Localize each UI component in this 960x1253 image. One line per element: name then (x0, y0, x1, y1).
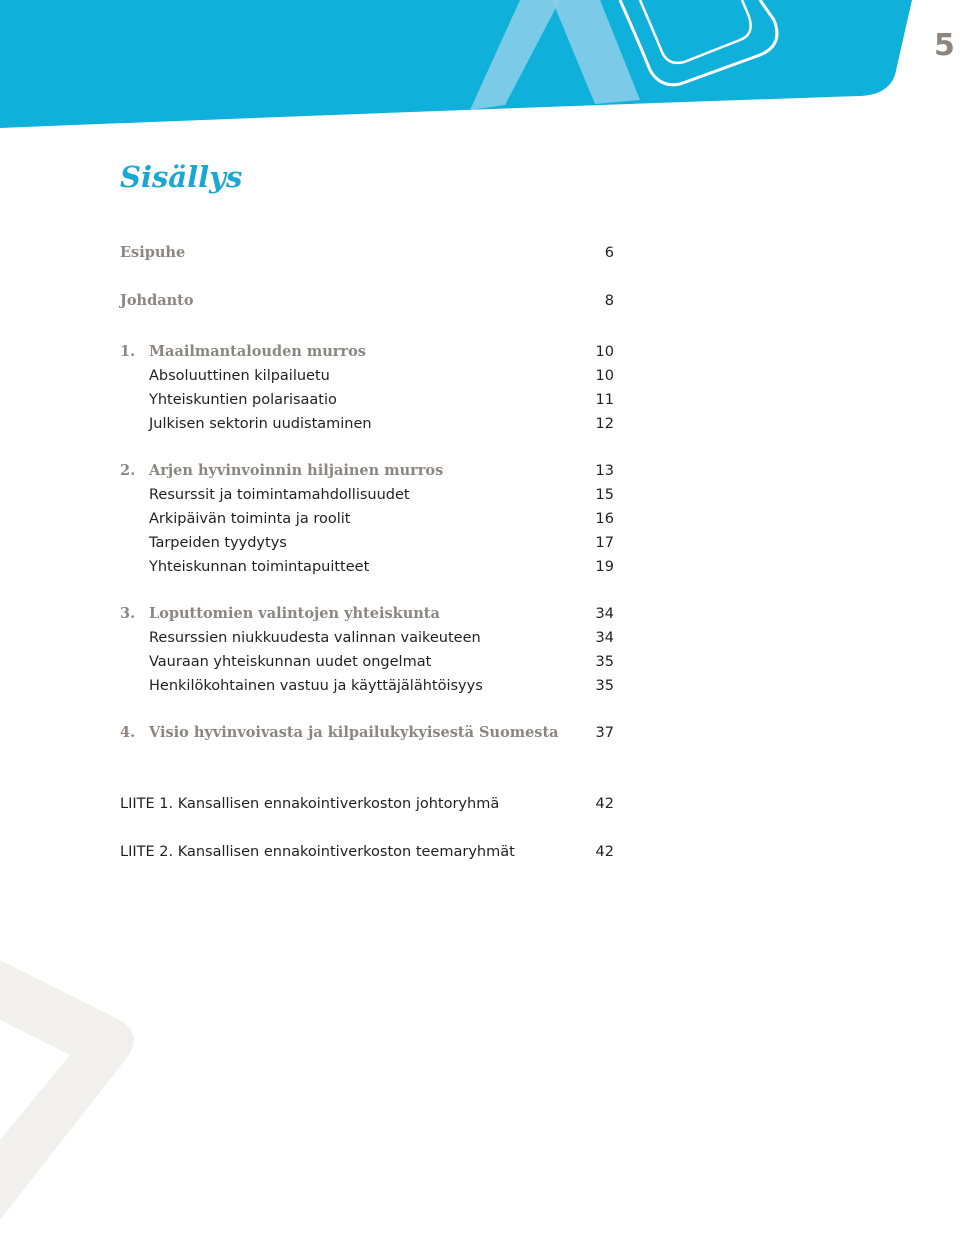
toc-entry-page: 35 (595, 678, 614, 694)
toc-entry-label: Johdanto (120, 292, 194, 309)
page-number: 5 (934, 28, 955, 63)
toc-entry-page: 35 (595, 654, 614, 670)
subentry-label: Yhteiskunnan toimintapuitteet (149, 559, 370, 575)
chapter-title: Maailmantalouden murros (149, 343, 366, 360)
toc-entry-page: 16 (595, 511, 614, 527)
toc-subentry[interactable] (120, 675, 614, 697)
toc-entry-introduction[interactable] (120, 290, 614, 312)
toc-subentry[interactable] (120, 484, 614, 506)
toc-entry-label: Esipuhe (120, 244, 186, 261)
subentry-label: Resurssien niukkuudesta valinnan vaikeuteen (149, 630, 481, 646)
toc-subentry[interactable] (120, 365, 614, 387)
subentry-label: Yhteiskuntien polarisaatio (149, 392, 337, 408)
toc-appendix-2[interactable] (120, 841, 614, 863)
toc-chapter-3[interactable] (120, 603, 614, 625)
toc-entry-page: 6 (604, 245, 614, 261)
appendix-label: LIITE 2. Kansallisen ennakointiverkoston teemaryhmät (120, 844, 515, 860)
chapter-title: Visio hyvinvoivasta ja kilpailukykyisestä Suomesta (149, 724, 559, 741)
page-title: Sisällys (120, 160, 243, 194)
toc-subentry[interactable] (120, 508, 614, 530)
toc-subentry[interactable] (120, 389, 614, 411)
chapter-number: 2. (120, 462, 136, 479)
toc-entry-page: 15 (595, 487, 614, 503)
toc-entry-page: 34 (595, 630, 614, 646)
toc-subentry[interactable] (120, 627, 614, 649)
toc-entry-preface[interactable] (120, 242, 614, 264)
toc-entry-page: 13 (595, 463, 614, 479)
toc-appendix-1[interactable] (120, 793, 614, 815)
chapter-title: Loputtomien valintojen yhteiskunta (149, 605, 440, 622)
chapter-number: 3. (120, 605, 136, 622)
toc-entry-page: 17 (595, 535, 614, 551)
toc-chapter-2[interactable] (120, 460, 614, 482)
subentry-label: Resurssit ja toimintamahdollisuudet (149, 487, 410, 503)
chapter-number: 1. (120, 343, 136, 360)
toc-chapter-4[interactable] (120, 722, 614, 744)
subentry-label: Absoluuttinen kilpailuetu (149, 368, 330, 384)
chapter-number: 4. (120, 724, 136, 741)
subentry-label: Vauraan yhteiskunnan uudet ongelmat (149, 654, 432, 670)
toc-subentry[interactable] (120, 556, 614, 578)
toc-entry-page: 11 (595, 392, 614, 408)
toc-subentry[interactable] (120, 413, 614, 435)
toc-entry-page: 42 (595, 796, 614, 812)
toc-subentry[interactable] (120, 532, 614, 554)
chapter-title: Arjen hyvinvoinnin hiljainen murros (149, 462, 444, 479)
toc-entry-page: 12 (595, 416, 614, 432)
subentry-label: Henkilökohtainen vastuu ja käyttäjälähtöisyys (149, 678, 483, 694)
toc-entry-page: 10 (595, 368, 614, 384)
toc-entry-page: 19 (595, 559, 614, 575)
toc-entry-page: 10 (595, 344, 614, 360)
toc-entry-page: 8 (604, 293, 614, 309)
subentry-label: Tarpeiden tyydytys (149, 535, 287, 551)
appendix-label: LIITE 1. Kansallisen ennakointiverkoston johtoryhmä (120, 796, 500, 812)
subentry-label: Arkipäivän toiminta ja roolit (149, 511, 351, 527)
subentry-label: Julkisen sektorin uudistaminen (149, 416, 372, 432)
toc-subentry[interactable] (120, 651, 614, 673)
toc-entry-page: 37 (595, 725, 614, 741)
toc-chapter-1[interactable] (120, 341, 614, 363)
toc-entry-page: 42 (595, 844, 614, 860)
toc-entry-page: 34 (595, 606, 614, 622)
